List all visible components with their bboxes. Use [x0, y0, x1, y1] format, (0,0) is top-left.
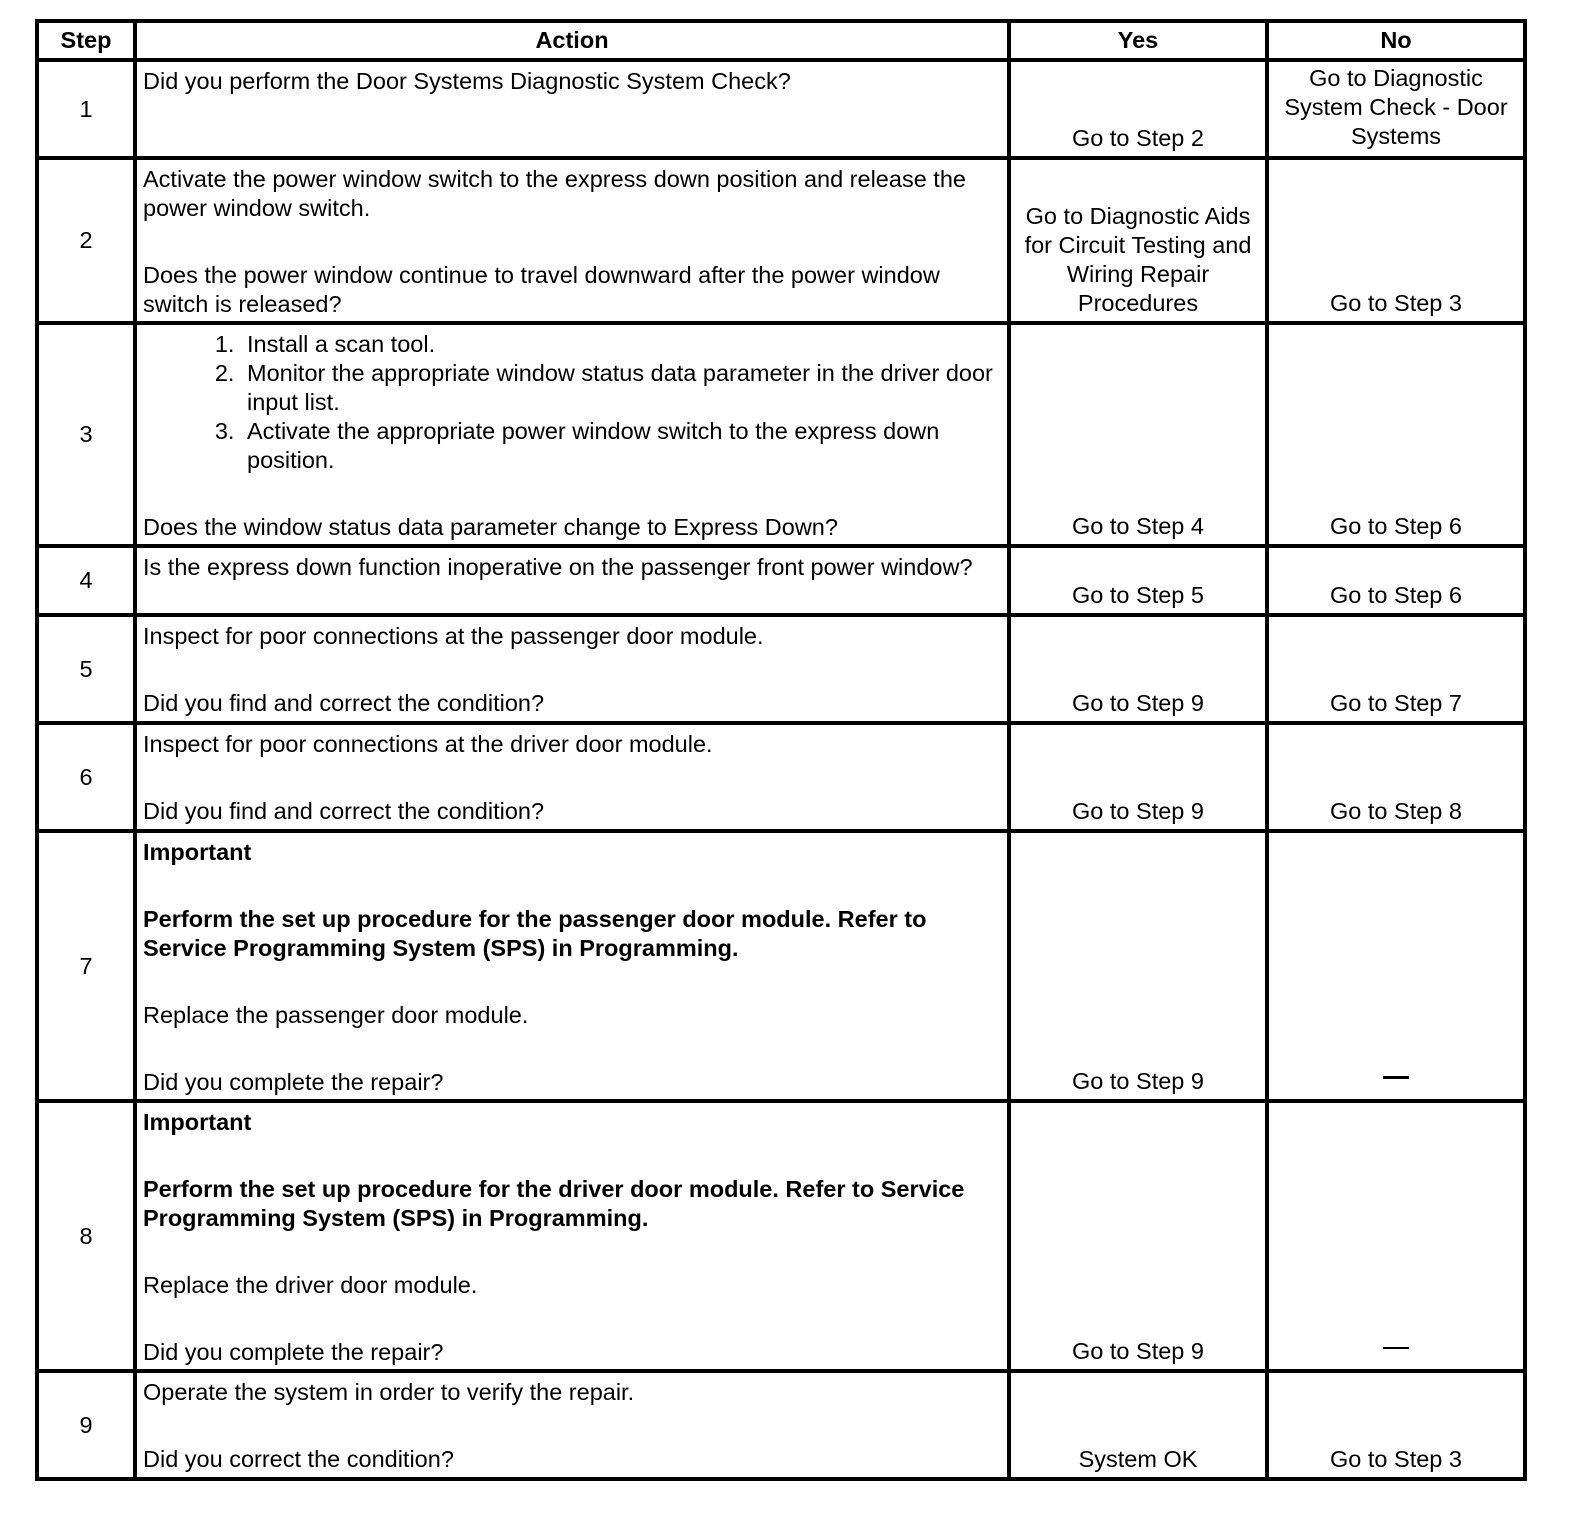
action-question: Does the power window continue to travel downward after the power window switch is released?: [143, 262, 940, 317]
yes-cell: Go to Step 9: [1009, 615, 1267, 723]
no-cell: Go to Step 7: [1267, 615, 1525, 723]
no-cell: [1267, 1101, 1525, 1371]
yes-cell: Go to Step 9: [1009, 723, 1267, 831]
procedure-list: [143, 330, 1001, 475]
important-note: Perform the set up procedure for the driver door module. Refer to Service Programming System (SPS) in Programming.: [143, 1176, 965, 1231]
yes-cell: Go to Step 4: [1009, 323, 1267, 546]
step-number: 6: [37, 723, 135, 831]
action-cell: [135, 60, 1009, 158]
yes-cell: Go to Step 2: [1009, 60, 1267, 158]
action-text: Inspect for poor connections at the passenger door module.: [143, 623, 764, 649]
no-cell: Go to Step 6: [1267, 323, 1525, 546]
list-item: 3. Activate the appropriate power window switch to the express down position.: [241, 417, 1001, 475]
action-text: Activate the power window switch to the express down position and release the power window switch.: [143, 166, 966, 221]
no-cell: Go to Step 8: [1267, 723, 1525, 831]
yes-cell: Go to Step 9: [1009, 1101, 1267, 1371]
action-question: Did you find and correct the condition?: [143, 798, 545, 824]
header-no: No: [1267, 21, 1525, 60]
diagnostic-table: [35, 19, 1527, 1481]
action-cell: [135, 1101, 1009, 1371]
step-number: 3: [37, 323, 135, 546]
action-text: Operate the system in order to verify the repair.: [143, 1379, 635, 1405]
yes-cell: Go to Step 5: [1009, 546, 1267, 615]
table-row: [37, 1101, 1525, 1371]
step-number: 4: [37, 546, 135, 615]
no-cell: Go to Step 3: [1267, 158, 1525, 323]
list-item: 2. Monitor the appropriate window status data parameter in the driver door input list.: [241, 359, 1001, 417]
step-number: 5: [37, 615, 135, 723]
action-text: Is the express down function inoperative on the passenger front power window?: [143, 554, 973, 580]
no-cell: Go to Step 3: [1267, 1371, 1525, 1479]
table-row: [37, 1371, 1525, 1479]
action-cell: [135, 1371, 1009, 1479]
important-note: Perform the set up procedure for the passenger door module. Refer to Service Programming System (SPS) in Programming.: [143, 906, 927, 961]
action-text: Replace the passenger door module.: [143, 1002, 529, 1028]
action-cell: [135, 546, 1009, 615]
header-row: [37, 21, 1525, 60]
action-cell: [135, 723, 1009, 831]
action-cell: [135, 158, 1009, 323]
important-label: Important: [143, 839, 252, 865]
step-number: 9: [37, 1371, 135, 1479]
action-cell: [135, 831, 1009, 1101]
action-text: Did you perform the Door Systems Diagnostic System Check?: [143, 68, 791, 94]
action-text: Replace the driver door module.: [143, 1272, 478, 1298]
list-item: 1. Install a scan tool.: [241, 330, 1001, 359]
header-step: Step: [37, 21, 135, 60]
table-row: [37, 831, 1525, 1101]
header-action: Action: [135, 21, 1009, 60]
yes-cell: System OK: [1009, 1371, 1267, 1479]
step-number: 7: [37, 831, 135, 1101]
action-text: Inspect for poor connections at the driver door module.: [143, 731, 713, 757]
action-question: Did you correct the condition?: [143, 1446, 454, 1472]
step-number: 2: [37, 158, 135, 323]
yes-cell: Go to Diagnostic Aids for Circuit Testing and Wiring Repair Procedures: [1009, 158, 1267, 323]
table-row: [37, 60, 1525, 158]
header-yes: Yes: [1009, 21, 1267, 60]
table-row: [37, 546, 1525, 615]
yes-cell: Go to Step 9: [1009, 831, 1267, 1101]
em-dash: [1383, 1347, 1409, 1349]
action-question: Did you complete the repair?: [143, 1339, 444, 1365]
no-cell: [1267, 831, 1525, 1101]
no-cell: Go to Diagnostic System Check - Door Systems: [1267, 60, 1525, 158]
action-question: Did you find and correct the condition?: [143, 690, 545, 716]
step-number: 1: [37, 60, 135, 158]
table-row: [37, 615, 1525, 723]
step-number: 8: [37, 1101, 135, 1371]
important-label: Important: [143, 1109, 252, 1135]
table-row: [37, 723, 1525, 831]
action-question: Does the window status data parameter change to Express Down?: [143, 514, 838, 540]
action-question: Did you complete the repair?: [143, 1069, 444, 1095]
table-row: [37, 323, 1525, 546]
action-cell: [135, 323, 1009, 546]
em-dash: [1383, 1076, 1409, 1079]
table-row: [37, 158, 1525, 323]
action-cell: [135, 615, 1009, 723]
no-cell: Go to Step 6: [1267, 546, 1525, 615]
